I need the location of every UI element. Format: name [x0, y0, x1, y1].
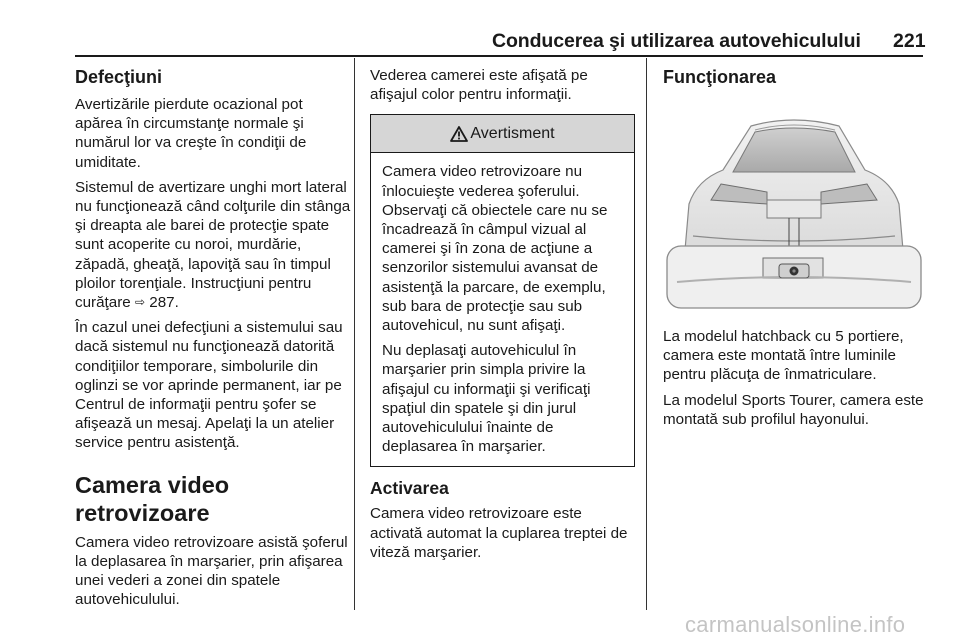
paragraph-sports-tourer: La modelul Sports Tourer, camera este montată sub profilul hayonului. [663, 391, 924, 428]
sub-heading-activation: Activarea [370, 478, 449, 499]
chapter-heading-rear-camera: Camera video retrovizoare [75, 471, 230, 526]
warning-body [371, 153, 634, 466]
warning-paragraph-2: Nu deplasaţi autovehiculul în marşarier prin simpla privire la afişajul cu informaţii şi verificaţi spaţiul din spatele şi din jurul autovehiculului înainte de deplasarea în marşarier. [382, 342, 591, 456]
section-heading-defects: Defecţiuni [75, 67, 163, 87]
warning-header [371, 115, 634, 153]
warning-box [370, 114, 635, 467]
paragraph-hatchback: La modelul hatchback cu 5 portiere, camera este montată între luminile pentru plăcuţa de înmatriculare. [663, 328, 904, 384]
reference-arrow-icon: ⇨ [134, 295, 146, 310]
watermark: carmanualsonline.info [685, 612, 906, 637]
column-middle [370, 66, 635, 568]
paragraph-missed-alerts: Avertizările pierdute ocazional pot apărea în circumstanţe normale şi numărul lor va creşte în condiţii de umiditate. [75, 96, 307, 171]
reference-page[interactable]: 287. [149, 294, 179, 312]
paragraph-activation: Camera video retrovizoare este activată automat la cuplarea treptei de viteză marşarier. [370, 505, 628, 561]
header-divider [75, 55, 923, 57]
column-divider-left [354, 58, 355, 610]
paragraph-malfunction: În cazul unei defecţiuni a sistemului sau dacă sistemul nu funcţionează datorită condiţiilor temporare, simbolurile din oglinzi se vor aprinde permanent, iar pe Centrul de informaţii pentru şofer se afişează un mesaj. Apelaţi la un atelier service pentru asistenţă. [75, 319, 343, 452]
paragraph-camera-intro: Camera video retrovizoare asistă şoferul la deplasarea în marşarier, prin afişarea unei vederi a zonei din spatele autovehiculului. [75, 533, 348, 609]
sub-heading-operation: Funcţionarea [663, 67, 777, 87]
column-left [75, 66, 353, 615]
warning-title: Avertisment [470, 125, 555, 143]
paragraph-blind-spot-conditions [75, 178, 353, 312]
warning-triangle-icon [450, 126, 468, 142]
rear-camera-illustration [663, 100, 925, 315]
column-divider-right [646, 58, 647, 610]
column-right [663, 66, 928, 435]
running-header-title: Conducerea şi utilizarea autovehiculului [492, 30, 861, 52]
page-number: 221 [893, 30, 926, 52]
warning-paragraph-1: Camera video retrovizoare nu înlocuieşte vederea şoferului. Observaţi că obiectele care nu se încadrează în câmpul vizual al camerei şi în zona de acţiune a senzorilor sistemului avansat de asistenţă la parcare, de exemplu, sub bara de protecţie sau sub autovehicul, nu sunt afişaţi. [382, 163, 608, 335]
paragraph-text: Sistemul de avertizare unghi mort lateral nu funcţionează când colţurile din stânga şi dreapta ale barei de protecţie spate sunt acoperite cu noroi, murdărie, zăpadă, gheaţă, lapoviţă sau în timpul ploilor torenţiale. Instrucţiuni pentru curăţare [75, 178, 351, 312]
paragraph-camera-display: Vederea camerei este afişată pe afişajul color pentru informaţii. [370, 67, 588, 104]
